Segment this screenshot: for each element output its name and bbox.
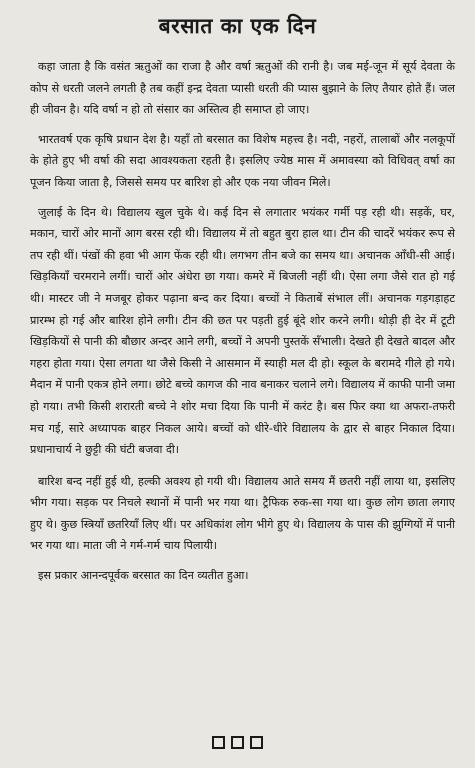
paragraph-intro: कहा जाता है कि वसंत ऋतुओं का राजा है और वर्षा ऋतुओं की रानी है। जब मई-जून में सूर्य देवता के कोप से धरती जलने लगती है तब कहीं इन्द्र देवता प्यासी धरती की प्यास बुझाने के लिए तैयार होते हैं। जल ही जीवन है। यदि वर्षा न हो तो संसार का अस्तित्व ही समाप्त हो जाए। (30, 60, 455, 117)
end-square-icon (212, 736, 225, 749)
end-square-icon (250, 736, 263, 749)
end-ornament (0, 734, 475, 750)
paragraph-india-agriculture: भारतवर्ष एक कृषि प्रधान देश है। यहाँ तो बरसात का विशेष महत्त्व है। नदी, नहरों, तालाबों और नलकूपों के होते हुए भी वर्षा की सदा आवश्यकता रहती है। इसलिए ज्येष्ठ मास में अमावस्या को विधिवत् वर्षा का पूजन किया जाता है, जिससे समय पर बारिश हो और एक नया जीवन मिले। (30, 132, 455, 189)
essay-title: बरसात का एक दिन (158, 14, 317, 38)
paragraph-rainy-school-day: जुलाई के दिन थे। विद्यालय खुल चुके थे। कई दिन से लगातार भयंकर गर्मी पड़ रही थी। सड़कें, घर, मकान, चारों ओर मानों आग बरस रही थी। विद्यालय में तो बहुत बुरा हाल था। टीन की चादरें भयंकर रूप से तप रही थीं। पंखों की हवा भी आग फेंक रही थी। लगभग तीन बजे का समय था। अचानक आँधी-सी आई। खिड़कियाँ चरमराने लगीं। चारों ओर अंधेरा छा गया। कमरे में बिजली नहीं थी। ऐसा लगा जैसे रात हो गई थी। मास्टर जी ने मजबूर होकर पढ़ाना बन्द कर दिया। बच्चों ने किताबें संभाल लीं। अचानक गड़गड़ाहट प्रारम्भ हो गई और बारिश होने लगी। टीन की छत पर पड़ती हुई बूंदे शोर करने लगी। थोड़ी ही देर में टूटी खिड़कियों से पानी की बौछार अन्दर आने लगी, बच्चों ने अपनी पुस्तकें सँभाली। देखते ही देखते बादल और गहरा होता गया। ऐसा लगता था जैसे किसी ने आसमान में स्याही मल दी हो। स्कूल के बरामदे गीले हो गये। मैदान में पानी एकत्र होने लगा। छोटे बच्चे कागज की नाव बनाकर चलाने लगे। विद्यालय में काफी पानी जमा हो गया। तभी किसी शरारती बच्चे ने शोर मचा दिया कि पानी में करंट है। बस फिर क्या था अफरा-तफरी मच गई, सारे अध्यापक बाहर निकल आये। बच्चों को धीरे-धीरे विद्यालय के द्वार से बाहर निकाल दिया। प्रधानाचार्य ने छुट्टी की घंटी बजवा दी। (30, 205, 455, 457)
paragraph-going-home: बारिश बन्द नहीं हुई थी, हल्की अवश्य हो गयी थी। विद्यालय आते समय मैं छतरी नहीं लाया था, इसलिए भीग गया। सड़क पर निचले स्थानों में पानी भर गया था। ट्रैफिक रुक-सा गया था। कुछ लोग छाता लगाए हुए थे। कुछ स्त्रियाँ छतरियाँ लिए थीं। पर अधिकांश लोग भीगे हुए थे। विद्यालय के पास की झुग्गियों में पानी भर गया था। माता जी ने गर्म-गर्म चाय पिलायी। (30, 474, 456, 553)
end-square-icon (231, 736, 244, 749)
paragraph-conclusion: इस प्रकार आनन्दपूर्वक बरसात का दिन व्यतीत हुआ। (38, 569, 249, 583)
essay-body (30, 56, 455, 595)
